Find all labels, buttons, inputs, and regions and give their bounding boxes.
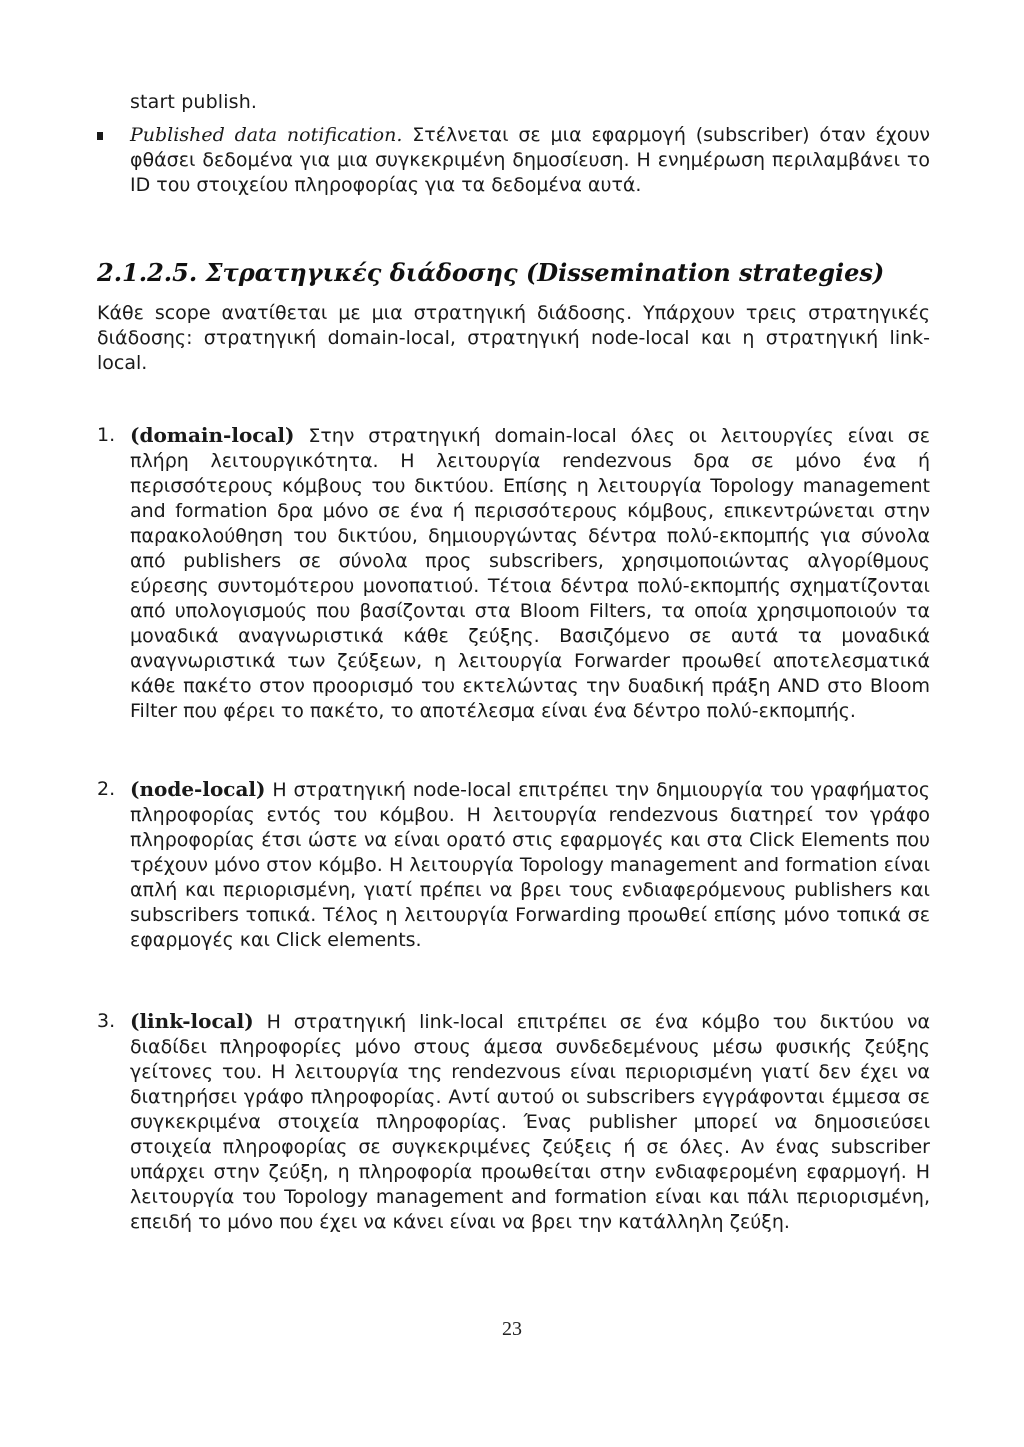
item-paragraph	[130, 423, 930, 724]
item-paragraph	[130, 1009, 930, 1235]
bullet-paragraph	[130, 123, 930, 198]
continuation-text: start publish.	[130, 91, 258, 113]
bullet-body: Στέλνεται σε μια εφαρμογή (subscriber) όταν έχουν φθάσει δεδομένα για μια συγκεκριμένη δημοσίευση. Η ενημέρωση περιλαμβάνει το ID του στοιχείου πληροφορίας για τα δεδομένα αυτά.	[130, 124, 930, 196]
item-text: Στην στρατηγική domain-local όλες οι λειτουργίες είναι σε πλήρη λειτουργικότητα. Η λειτουργία rendezvous δρα σε μόνο ένα ή περισσότερους κόμβους του δικτύου. Επίσης η λειτουργία Topology management and formation δρα μόνο σε ένα ή περισσότερους κόμβους, επικεντρώνεται στην παρακολούθηση του δικτύου, δημιουργώντας δέντρα πολύ-εκπομπής για σύνολα από publishers σε σύνολα προς subscribers, χρησιμοποιώντας αλγορίθμους εύρεσης συντομότερου μονοπατιού. Τέτοια δέντρα πολύ-εκπομπής σχηματίζονται από υπολογισμούς που βασίζονται στα Bloom Filters, τα οποία χρησιμοποιούν τα μοναδικά αναγνωριστικά κάθε ζεύξης. Βασιζόμενο σε αυτά τα μοναδικά αναγνωριστικά των ζεύξεων, η λειτουργία Forwarder προωθεί αποτελεσματικά κάθε πακέτο στον προορισμό του εκτελώντας την δυαδική πράξη AND στο Bloom Filter που φέρει το πακέτο, το αποτέλεσμα είναι ένα δέντρο πολύ-εκπομπής.	[130, 425, 930, 722]
square-bullet-icon	[97, 132, 103, 140]
section-heading: 2.1.2.5. Στρατηγικές διάδοσης (Dissemination strategies)	[97, 258, 885, 287]
item-term: (node-local)	[130, 777, 266, 801]
item-text: Η στρατηγική link-local επιτρέπει σε ένα κόμβο του δικτύου να διαδίδει πληροφορίες μόνο στους άμεσα συνδεδεμένους μέσω φυσικής ζεύξης γείτονες του. Η λειτουργία της rendezvous είναι περιορισμένη γιατί δεν έχει να διατηρήσει γράφο πληροφορίας. Αντί αυτού οι subscribers εγγράφονται έμμεσα σε συγκεκριμένα στοιχεία πληροφορίας. Ένας publisher μπορεί να δημοσιεύσει στοιχεία πληροφορίας σε συγκεκριμένες ζεύξεις ή σε όλες. Αν ένας subscriber υπάρχει στην ζεύξη, η πληροφορία προωθείται στην ενδιαφερομένη εφαρμογή. Η λειτουργία του Topology management and formation είναι και πάλι περιορισμένη, επειδή το μόνο που έχει να κάνει είναι να βρει την κατάλληλη ζεύξη.	[130, 1011, 930, 1233]
item-number: 2.	[97, 778, 116, 800]
page-number: 23	[502, 1318, 522, 1340]
item-text: Η στρατηγική node-local επιτρέπει την δημιουργία του γραφήματος πληροφορίας εντός του κόμβου. Η λειτουργία rendezvous διατηρεί τον γράφο πληροφορίας έτσι ώστε να είναι ορατό στις εφαρμογές και στα Click Elements που τρέχουν μόνο στον κόμβο. Η λειτουργία Topology management and formation είναι απλή και περιορισμένη, γιατί πρέπει να βρει τους ενδιαφερόμενους publishers και subscribers τοπικά. Τέλος η λειτουργία Forwarding προωθεί επίσης μόνο τοπικά σε εφαρμογές και Click elements.	[130, 779, 930, 951]
bullet-label: Published data notification.	[130, 124, 403, 146]
item-term: (domain-local)	[130, 423, 295, 447]
item-term: (link-local)	[130, 1009, 254, 1033]
item-paragraph	[130, 777, 930, 953]
item-number: 3.	[97, 1010, 116, 1032]
section-intro: Κάθε scope ανατίθεται με μια στρατηγική διάδοσης. Υπάρχουν τρεις στρατηγικές διάδοσης: στρατηγική domain-local, στρατηγική node-local και η στρατηγική link-local.	[97, 302, 930, 374]
item-number: 1.	[97, 424, 116, 446]
